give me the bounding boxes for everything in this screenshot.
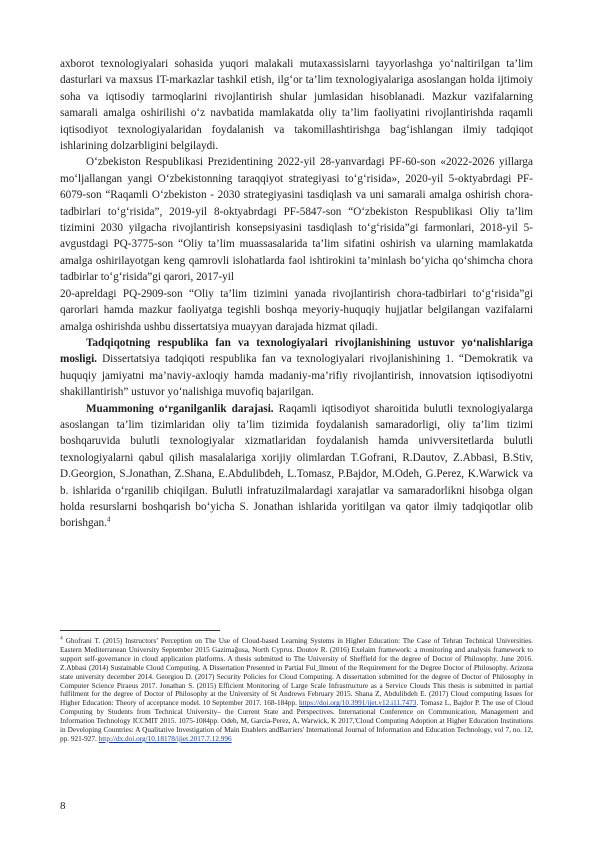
doi-link-2[interactable]: http://dx.doi.org/10.18178/ijiet.2017.7.12.996 [98,734,232,743]
paragraph-legal-basis-continued: 20-apreldagi PQ-2909-son “Oliy ta’lim tizimini yanada rivojlantirish chora-tadbirlari to‘g‘risida”gi qarorlari hamda mazkur faoliyatga tegishli boshqa meyoriy-huquqiy hujjatlar belgilangan vazifalarni amalga oshirishda ushbu dissertatsiya muayyan darajada hizmat qiladi. [60,287,533,333]
paragraph-legal-basis: O‘zbekiston Respublikasi Prezidentining 2022-yil 28-yanvardagi PF-60-son «2022-2026 yillarga mo‘ljallangan yangi O‘zbekistonning taraqqiyot strategiyasi to‘g‘risida», 2020-yil 5-oktyabrdagi PF-6079-son “Raqamli O‘zbekiston - 2030 strategiyasini tasdiqlash va uni samarali amalga oshirish chora-tadbirlari to‘g‘risida”, 2019-yil 8-oktyabrdagi PF-5847-son “O‘zbekiston Respublikasi Oliy ta’lim tizimini 2030 yilgacha rivojlantirish konsepsiyasini tasdiqlash to‘g‘risida”gi farmonlari, 2018-yil 5-avgustdagi PQ-3775-son “Oliy ta’lim muassasalarida ta’lim sifatini oshirish va ularning mamlakatda amalga oshirilayotgan keng qamrovli islohatlarda faol ishtirokini ta’minlash bo‘yicha qo‘shimcha chora tadbirlar to‘g‘risida”gi qarori, 2017-yil [60,156,533,284]
paragraph-research-level [60,401,533,532]
paragraph-research-text: Raqamli iqtisodiyot sharoitida bulutli texnologiyalarga asoslangan ta’lim tizimlaridan oliy ta’lim tizimida foydalanish samaradorligi, oliy ta’lim tizimi boshqaruvida bulutli texnologiyalar xizmatlaridan foydalanish hamda univversitetlarda bulutli texnologiyalarni qabul qilish masalalariga xorijiy olimlardan T.Gofrani, R.Dautov, Z.Abbasi, B.Stiv, D.Georgion, S.Jonathan, Z.Shana, E.Abdulibdeh, L.Tomasz, P.Bajdor, M.Odeh, G.Perez, K.Warwick va b. ishlarida o‘rganilib chiqilgan. Bulutli infratuzilmalardagi xarajatlar va samaradorlikni hisobga olgan holda resurslarni boshqarish bo‘yicha S. Jonathan ishlarida yoritilgan va qator ilmiy tadqiqotlar olib borishgan. [60,402,534,530]
footnote-text-part1: Ghofrani T. (2015) Instructors’ Perception on The Use of Cloud-based Learning Systems in Higher Education: The Case of Tehran Technical Universities. Eastern Mediterranean University September 2015 Gazimağusa, North Cyprus. Doutov R. (2016) Exelaim framework: a monitoring and analysis framework to support self-governance in cloud application platforms. A thesis submitted to The University of Sheffield for the degree of Doctor of Philosophy. June 2016. Z.Abbasi (2014) Sustainable Cloud Computing. A Dissertation Presented in Partial Ful_llment of the Requirement for the Degree Doctor of Philosophy. Arizona state university december 2014. Georgiou D. (2017) Security Policies for Cloud Computing. A dissertation submitted for the degree of Doctor of Philosophy in Computer Science Piraeus 2017. Jonathan S. (2015) Efficient Monitoring of Large Scale Infrastructure as a Service Clouds This thesis is submitted in partial fulfilment for the degree of Doctor of Philosophy at the University of St Andrews February 2015. Shana Z, Abdulibdeh E. (2017) Cloud computing Issues for Higher Education: Theory of acceptance model. 10 September 2017. 168-184pp. [60,637,533,708]
paragraph-priority-text: Dissertatsiya tadqiqoti respublika fan va texnologiyalari rivojlanishining 1. “Demokratik va huquqiy jamiyatni ma’naviy-axloqiy hamda madaniy-ma’rifiy rivojlantirish, innovatsion iqtisodiyotni shakillantirish” ustuvor yo‘nalishiga muvofiq bajarilgan. [60,353,533,399]
footnote-divider [60,630,220,631]
footnote-number: 4 [60,635,63,642]
paragraph-priority-directions [60,335,533,401]
doi-link-1[interactable]: https://doi.org/10.3991/ijet.v12.i11.7473 [299,699,417,708]
paragraph-continuation: axborot texnologiyalari sohasida yuqori malakali mutaxassislarni tayyorlashga yo‘naltirilgan ta’lim dasturlari va maxsus IT-markazlar tashkil etish, ilg‘or ta’lim texnologiyalariga asoslangan holda ijtimoiy soha va iqtisodiy tarmoqlarini rivojlantirish shular jumlasidan hisoblanadi. Mazkur vazifalarning samarali amalga oshirilishi o‘z navbatida mamlakatda oliy ta’lim faoliyatini rivojlantirishda raqamli iqtisodiyot texnologiyalaridan foydalanish va takomillashtirishga bag‘ishlangan ilmiy tadqiqot ishlarining dolzarbligini belgilaydi. [60,58,533,153]
page-number: 8 [60,800,66,812]
footnote-text-part2: . Tomasz L, Bajdor P. The use of Cloud Computing by Students from Technical University– the Current State and Perspectives. International Conference on Communication, Management and Information Technology ICCMIT 2015. 1075-1084pp. Odeh, M, Garcia-Perez, A, Warwick, K 2017,'Cloud Computing Adoption at Higher Education Institutions in Developing Countries: A Qualitative Investigation of Main Enablers andBarriers' International Journal of Information and Education Technology, vol 7, no. 12, pp. 921-927. [60,699,533,743]
footnote [60,637,533,744]
main-text [60,56,533,532]
section-heading-priority: Tadqiqotning respublika fan va texnologiyalari rivojlanishining ustuvor yo‘nalishlariga mosligi. [60,336,533,366]
footnote-reference[interactable]: 4 [106,515,111,524]
section-heading-research-level: Muammoning o‘rganilganlik darajasi. [86,402,274,415]
